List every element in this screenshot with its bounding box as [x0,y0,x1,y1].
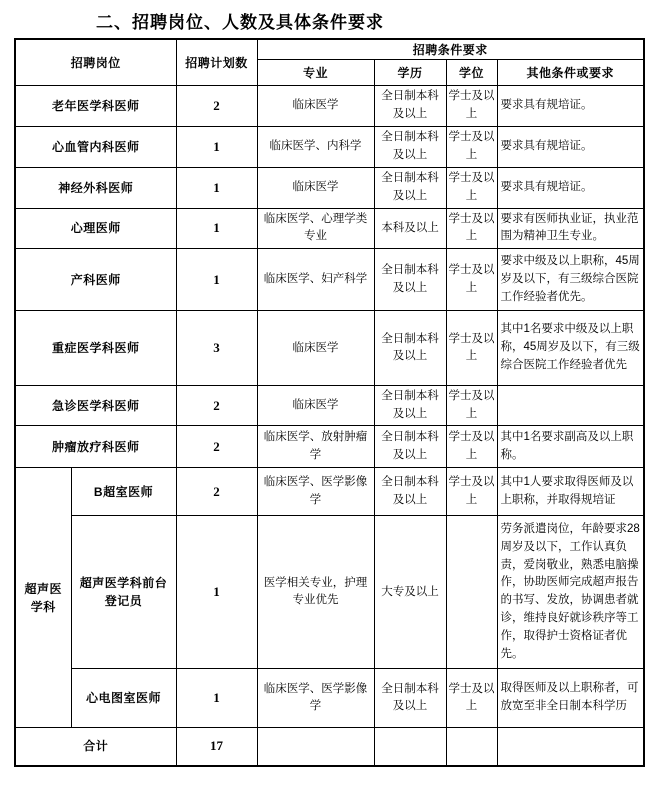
degree-cell: 学士及以上 [446,85,497,126]
major-cell: 临床医学 [257,386,374,426]
plan-cell: 2 [176,426,257,468]
table-row-radiotherapy [15,426,644,468]
major-cell: 临床医学、医学影像学 [257,468,374,516]
degree-cell: 学士及以上 [446,167,497,208]
degree-cell: 学士及以上 [446,249,497,311]
header-major: 专业 [257,59,374,85]
table-row-cardiology [15,126,644,167]
table-row-total [15,728,644,766]
plan-cell: 3 [176,311,257,386]
degree-cell [446,516,497,669]
recruitment-table [14,38,645,767]
other-cell: 要求有医师执业证，执业范围为精神卫生专业。 [497,208,644,249]
major-cell: 临床医学、内科学 [257,126,374,167]
other-cell [497,386,644,426]
table-row-ultrasound-b [15,468,644,516]
table-row-emergency [15,386,644,426]
position-cell: 心电图室医师 [71,669,176,728]
position-cell: 神经外科医师 [15,167,176,208]
header-degree: 学位 [446,59,497,85]
header-position: 招聘岗位 [15,39,176,85]
education-cell: 全日制本科及以上 [374,386,446,426]
education-cell: 全日制本科及以上 [374,249,446,311]
position-cell: B超室医师 [71,468,176,516]
degree-cell: 学士及以上 [446,208,497,249]
table-row-ecg [15,669,644,728]
education-cell: 大专及以上 [374,516,446,669]
degree-cell: 学士及以上 [446,426,497,468]
header-plan-count: 招聘计划数 [176,39,257,85]
degree-cell [446,728,497,766]
education-cell: 全日制本科及以上 [374,669,446,728]
degree-cell: 学士及以上 [446,311,497,386]
position-cell: 急诊医学科医师 [15,386,176,426]
total-plan-cell: 17 [176,728,257,766]
plan-cell: 1 [176,126,257,167]
degree-cell: 学士及以上 [446,386,497,426]
education-cell [374,728,446,766]
major-cell: 临床医学、心理学类专业 [257,208,374,249]
table-row-obstetrics [15,249,644,311]
plan-cell: 1 [176,249,257,311]
page-title: 二、招聘岗位、人数及具体条件要求 [96,13,384,32]
plan-cell: 1 [176,167,257,208]
plan-cell: 1 [176,669,257,728]
other-cell: 其中1名要求副高及以上职称。 [497,426,644,468]
position-cell: 心理医师 [15,208,176,249]
major-cell [257,728,374,766]
major-cell: 临床医学、放射肿瘤学 [257,426,374,468]
position-cell: 产科医师 [15,249,176,311]
other-cell [497,728,644,766]
degree-cell: 学士及以上 [446,669,497,728]
education-cell: 全日制本科及以上 [374,468,446,516]
position-cell: 老年医学科医师 [15,85,176,126]
position-cell: 肿瘤放疗科医师 [15,426,176,468]
plan-cell: 1 [176,208,257,249]
major-cell: 医学相关专业，护理专业优先 [257,516,374,669]
position-cell: 重症医学科医师 [15,311,176,386]
major-cell: 临床医学 [257,85,374,126]
education-cell: 全日制本科及以上 [374,85,446,126]
plan-cell: 2 [176,85,257,126]
major-cell: 临床医学、妇产科学 [257,249,374,311]
degree-cell: 学士及以上 [446,126,497,167]
other-cell: 要求具有规培证。 [497,85,644,126]
total-label-cell: 合计 [15,728,176,766]
education-cell: 全日制本科及以上 [374,126,446,167]
table-row-icu [15,311,644,386]
position-cell: 超声医学科前台登记员 [71,516,176,669]
other-cell: 要求中级及以上职称，45周岁及以下，有三级综合医院工作经验者优先。 [497,249,644,311]
plan-cell: 1 [176,516,257,669]
position-cell: 心血管内科医师 [15,126,176,167]
major-cell: 临床医学、医学影像学 [257,669,374,728]
education-cell: 本科及以上 [374,208,446,249]
department-group-cell: 超声医学科 [15,468,71,728]
degree-cell: 学士及以上 [446,468,497,516]
table-row-ultrasound-reception [15,516,644,669]
other-cell: 要求具有规培证。 [497,126,644,167]
other-cell: 取得医师及以上职称者，可放宽至非全日制本科学历 [497,669,644,728]
other-cell: 要求具有规培证。 [497,167,644,208]
plan-cell: 2 [176,468,257,516]
other-cell: 其中1人要求取得医师及以上职称，并取得规培证 [497,468,644,516]
education-cell: 全日制本科及以上 [374,311,446,386]
header-education: 学历 [374,59,446,85]
education-cell: 全日制本科及以上 [374,426,446,468]
header-other: 其他条件或要求 [497,59,644,85]
major-cell: 临床医学 [257,311,374,386]
major-cell: 临床医学 [257,167,374,208]
table-row-geriatrics [15,85,644,126]
table-row-psychology [15,208,644,249]
other-cell: 劳务派遣岗位，年龄要求28周岁及以下，工作认真负责，爱岗敬业，熟悉电脑操作，协助医师完成超声报告的书写、发放，协调患者就诊，维持良好就诊秩序等工作，取得护士资格证者优先。 [497,516,644,669]
plan-cell: 2 [176,386,257,426]
other-cell: 其中1名要求中级及以上职称，45周岁及以下，有三级综合医院工作经验者优先 [497,311,644,386]
header-row-1 [15,39,644,59]
education-cell: 全日制本科及以上 [374,167,446,208]
table-row-neurosurgery [15,167,644,208]
header-conditions: 招聘条件要求 [257,39,644,59]
